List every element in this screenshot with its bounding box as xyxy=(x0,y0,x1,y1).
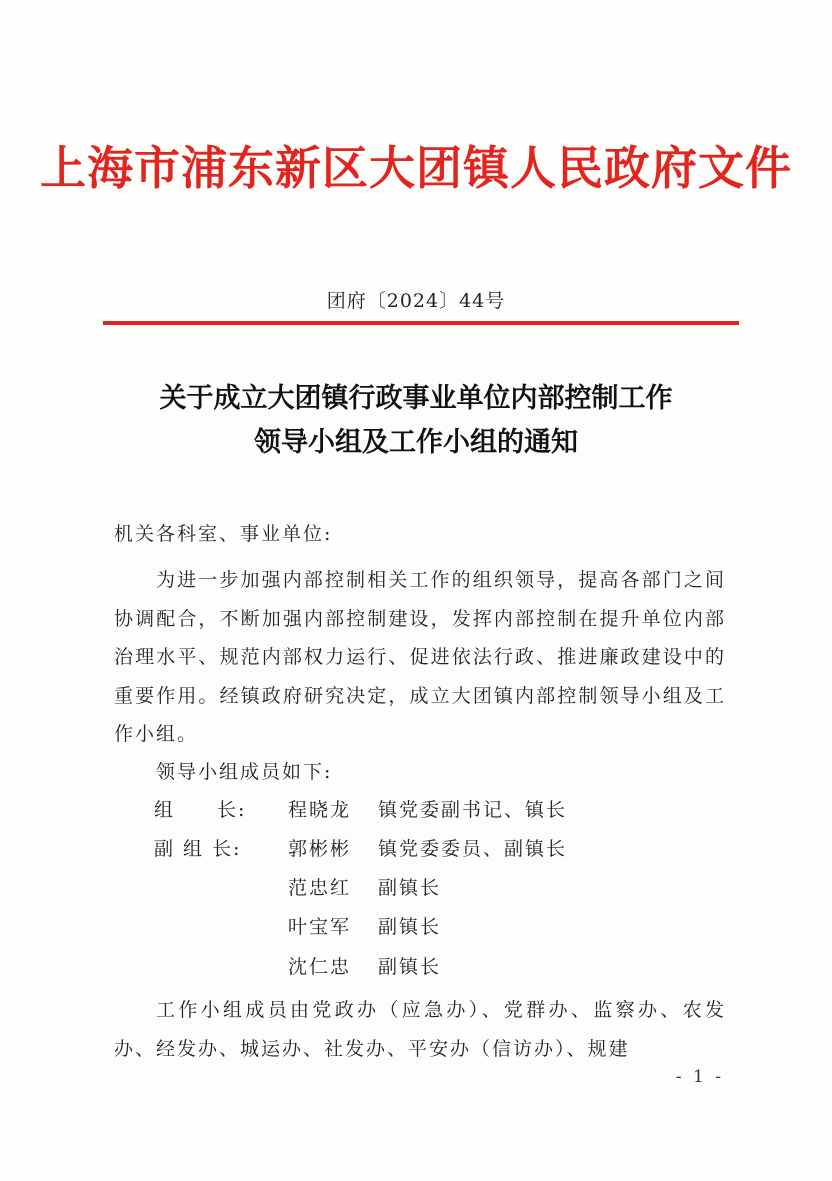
member-title: 镇党委副书记、镇长 xyxy=(378,799,568,821)
member-title: 副镇长 xyxy=(378,916,442,938)
salutation: 机关各科室、事业单位: xyxy=(114,523,333,545)
member-title: 副镇长 xyxy=(378,956,442,978)
member-name: 叶宝军 xyxy=(288,916,352,938)
document-number: 团府〔2024〕44号 xyxy=(326,290,506,312)
member-title: 副镇长 xyxy=(378,877,442,899)
member-name: 范忠红 xyxy=(288,877,352,899)
body-paragraph-1: 为进一步加强内部控制相关工作的组织领导，提高各部门之间协调配合，不断加强内部控制建设，发挥内部控制在提升单位内部治理水平、规范内部权力运行、促进依法行政、推进廉政建设中的重要作用。经镇政府研究决定，成立大团镇内部控制领导小组及工作小组。 xyxy=(114,569,726,745)
member-name: 程晓龙 xyxy=(288,799,352,821)
member-name: 沈仁忠 xyxy=(288,956,352,978)
member-role-deputy: 副 组 长: xyxy=(154,838,242,860)
page-number: - 1 - xyxy=(675,1067,724,1087)
member-name: 郭彬彬 xyxy=(288,838,352,860)
red-divider-line xyxy=(103,321,739,325)
document-subject xyxy=(0,377,832,465)
work-group-paragraph: 工作小组成员由党政办（应急办）、党群办、监察办、农发办、经发办、城运办、社发办、平安办（信访办）、规建 xyxy=(114,999,726,1060)
members-intro: 领导小组成员如下: xyxy=(156,761,333,783)
issuer-header-title: 上海市浦东新区大团镇人民政府文件 xyxy=(40,141,792,195)
subject-line-2: 领导小组及工作小组的通知 xyxy=(254,427,578,458)
member-title: 镇党委委员、副镇长 xyxy=(378,838,568,860)
subject-line-1: 关于成立大团镇行政事业单位内部控制工作 xyxy=(159,383,673,414)
member-role-leader: 组 长: xyxy=(154,799,247,821)
